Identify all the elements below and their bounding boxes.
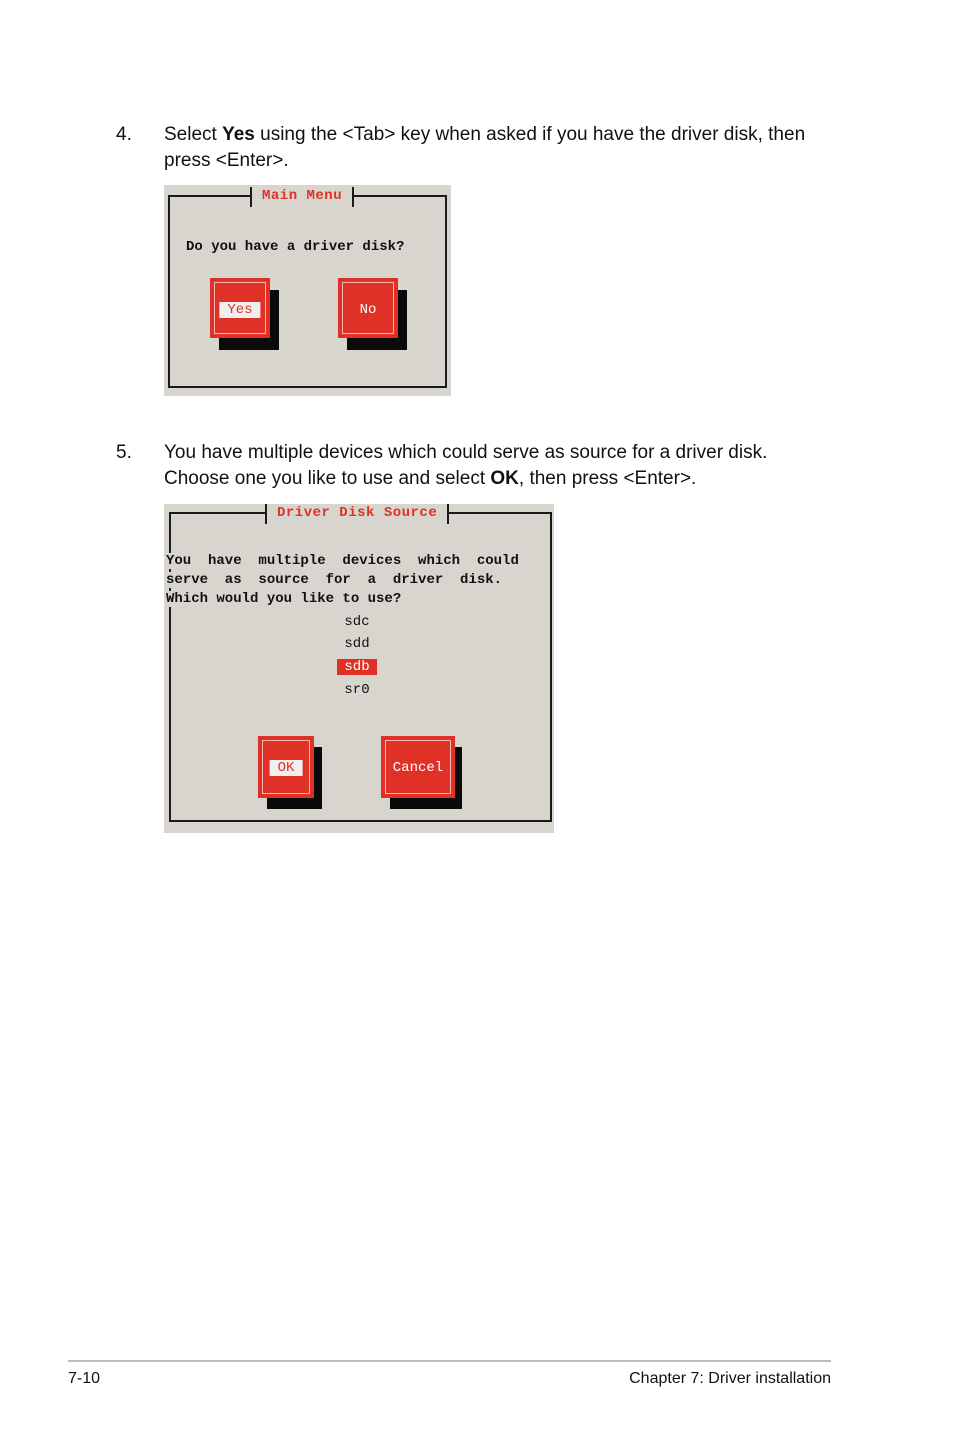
cancel-button[interactable] (381, 736, 455, 798)
step-5 (116, 440, 836, 492)
no-button-label: No (359, 302, 377, 318)
step-text-bold: OK (490, 468, 519, 489)
page-number: 7-10 (68, 1370, 101, 1387)
dialog-message-line-1: You have multiple devices which could (166, 553, 519, 569)
dialog-question: Do you have a driver disk? (186, 239, 405, 255)
ok-button-label: OK (270, 760, 303, 776)
cancel-button-label: Cancel (392, 760, 444, 776)
device-item-sdc[interactable]: sdc (344, 614, 370, 630)
step-text (164, 440, 836, 492)
step-4 (116, 122, 836, 174)
step-text-post: using the <Tab> key when asked if you have the driver disk, then press <Enter>. (164, 124, 806, 171)
yes-button-label: Yes (219, 302, 260, 318)
yes-button[interactable] (210, 278, 270, 338)
dialog-message-line-3: Which would you like to use? (166, 591, 402, 607)
main-menu-dialog (164, 185, 451, 396)
dialog-title: Main Menu (250, 187, 354, 207)
ok-button[interactable] (258, 736, 314, 798)
driver-disk-source-dialog (164, 504, 554, 833)
step-text-post: , then press <Enter>. (518, 468, 697, 489)
step-text (164, 122, 836, 174)
device-item-sr0[interactable]: sr0 (344, 682, 370, 698)
device-item-sdd[interactable]: sdd (344, 636, 370, 652)
step-text-bold: Yes (222, 124, 255, 145)
step-number: 4. (116, 124, 132, 145)
step-text-pre: Select (164, 124, 223, 145)
no-button[interactable] (338, 278, 398, 338)
dialog-title: Driver Disk Source (265, 504, 449, 524)
dialog-message-line-2: serve as source for a driver disk. (166, 572, 503, 588)
device-item-sdb[interactable]: sdb (337, 659, 377, 675)
footer-divider (68, 1360, 831, 1362)
step-text-pre: You have multiple devices which could serve as source for a driver disk. Choose one you like to use and select (164, 442, 768, 489)
chapter-title: Chapter 7: Driver installation (629, 1370, 831, 1387)
step-number: 5. (116, 442, 132, 463)
